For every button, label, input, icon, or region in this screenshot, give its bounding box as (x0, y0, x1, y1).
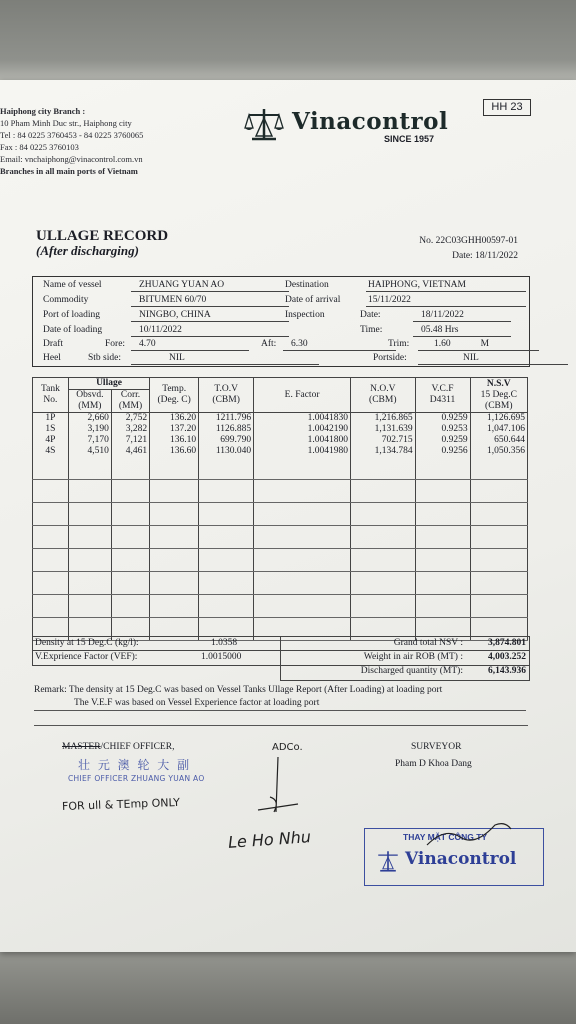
blank-cell (254, 583, 351, 595)
remark-line-2: The V.E.F was based on Vessel Experience factor at loading port (34, 697, 526, 711)
blank-cell (199, 491, 254, 503)
destination: HAIPHONG, VIETNAM (366, 278, 526, 292)
blank-cell (150, 514, 199, 526)
label: Port of loading (43, 310, 100, 320)
info-row-commodity (33, 293, 529, 308)
blank-cell (111, 537, 149, 549)
company-stamp (364, 828, 544, 886)
vessel-info-box (32, 276, 530, 367)
stamp-logo-text: Vinacontrol (405, 849, 517, 869)
blank-cell (111, 560, 149, 572)
blank-cell (68, 480, 111, 492)
blank-row (33, 468, 528, 480)
label: Destination (285, 280, 329, 290)
officer-title-rest: /CHIEF OFFICER, (100, 742, 175, 752)
blank-cell (470, 560, 527, 572)
blank-cell (470, 514, 527, 526)
blank-cell (470, 480, 527, 492)
grand-nsv-label: Grand total NSV : (393, 638, 463, 648)
blank-cell (199, 514, 254, 526)
blank-cell (199, 457, 254, 468)
blank-cell (470, 537, 527, 549)
weight-value: 4,003.252 (488, 652, 526, 662)
blank-cell (415, 549, 470, 561)
blank-cell (254, 503, 351, 515)
blank-cell (415, 618, 470, 630)
blank-row (33, 595, 528, 607)
cell-temp: 136.10 (150, 435, 199, 446)
blank-cell (150, 618, 199, 630)
label: Date of loading (43, 325, 103, 335)
blank-cell (68, 618, 111, 630)
blank-cell (68, 549, 111, 561)
blank-cell (68, 606, 111, 618)
officer-title (62, 742, 174, 752)
cell-ef: 1.0042190 (254, 424, 351, 435)
blank-cell (33, 468, 69, 480)
ullage-table (32, 377, 528, 641)
label: Date of arrival (285, 295, 341, 305)
divider (34, 725, 528, 726)
trim-value (418, 337, 539, 351)
blank-cell (254, 618, 351, 630)
blank-cell (111, 491, 149, 503)
blank-cell (150, 572, 199, 584)
blank-cell (150, 595, 199, 607)
blank-cell (254, 572, 351, 584)
blank-cell (68, 503, 111, 515)
blank-cell (254, 526, 351, 538)
blank-cell (415, 468, 470, 480)
cell-obsvd: 7,170 (68, 435, 111, 446)
cell-tank: 4S (33, 446, 69, 457)
blank-cell (415, 595, 470, 607)
density-value: 1.0358 (211, 638, 238, 648)
blank-cell (111, 583, 149, 595)
document-title: ULLAGE RECORD (36, 228, 169, 244)
divider (33, 650, 281, 651)
blank-cell (199, 503, 254, 515)
blank-cell (199, 606, 254, 618)
col-header-vcf: V.C.F D4311 (415, 378, 470, 413)
blank-row (33, 491, 528, 503)
inspection-date: 18/11/2022 (413, 308, 511, 322)
blank-cell (68, 583, 111, 595)
col-header-tank: Tank No. (33, 378, 69, 413)
document-date: Date: 18/11/2022 (452, 251, 518, 261)
col-header-nsv: N.S.V 15 Deg.C (CBM) (470, 378, 527, 413)
blank-cell (68, 491, 111, 503)
branch-fax: Fax : 84 0225 3760103 (0, 142, 79, 152)
label: Stb side: (88, 353, 121, 363)
blank-cell (33, 457, 69, 468)
summary-right (280, 636, 530, 681)
cell-corr: 3,282 (111, 424, 149, 435)
blank-row (33, 457, 528, 468)
col-header-obsvd: Obsvd. (MM) (68, 390, 111, 413)
blank-cell (470, 618, 527, 630)
blank-row (33, 560, 528, 572)
draft-fore: 4.70 (131, 337, 249, 351)
cell-nov: 1,216.865 (351, 413, 416, 425)
col-header-ullage: Ullage (68, 378, 149, 390)
document-subtitle: (After discharging) (36, 243, 139, 258)
cell-vcf: 0.9256 (415, 446, 470, 457)
draft-aft: 6.30 (283, 337, 396, 351)
cell-ef: 1.0041800 (254, 435, 351, 446)
commodity: BITUMEN 60/70 (131, 293, 289, 307)
blank-cell (33, 503, 69, 515)
blank-cell (150, 480, 199, 492)
blank-cell (150, 457, 199, 468)
blank-cell (470, 468, 527, 480)
cell-nov: 702.715 (351, 435, 416, 446)
branch-address: 10 Pham Minh Duc str., Haiphong city (0, 118, 132, 128)
blank-cell (351, 572, 416, 584)
blank-cell (150, 503, 199, 515)
blank-cell (199, 595, 254, 607)
info-row-loading-port (33, 308, 529, 323)
branch-address-block (0, 105, 143, 177)
label: Portside: (373, 353, 407, 363)
cell-corr: 2,752 (111, 413, 149, 425)
blank-cell (199, 549, 254, 561)
blank-cell (470, 595, 527, 607)
blank-cell (351, 549, 416, 561)
label: Name of vessel (43, 280, 102, 290)
stamp-top-text: THAY MẶT CÔNG TY (403, 832, 488, 842)
blank-row (33, 572, 528, 584)
info-row-loading-date (33, 323, 529, 338)
ullage-table-body (33, 413, 528, 641)
blank-row (33, 514, 528, 526)
trim-unit: M (480, 339, 490, 349)
table-row (33, 446, 528, 457)
blank-cell (68, 537, 111, 549)
cell-tank: 1S (33, 424, 69, 435)
col-header-corr: Corr. (MM) (111, 390, 149, 413)
branch-email: Email: vnchaiphong@vinacontrol.com.vn (0, 154, 143, 164)
blank-cell (470, 503, 527, 515)
cell-tov: 699.790 (199, 435, 254, 446)
col-header-nov: N.O.V (CBM) (351, 378, 416, 413)
blank-cell (111, 514, 149, 526)
blank-cell (68, 526, 111, 538)
cell-nov: 1,131.639 (351, 424, 416, 435)
blank-cell (351, 595, 416, 607)
blank-cell (351, 560, 416, 572)
logo-text: Vinacontrol (292, 108, 449, 135)
officer-struck-title: MASTER (62, 742, 101, 752)
cell-vcf: 0.9259 (415, 413, 470, 425)
blank-cell (415, 606, 470, 618)
blank-cell (351, 618, 416, 630)
discharged-value: 6,143.936 (488, 666, 526, 676)
heel-stbside: NIL (131, 351, 319, 365)
cell-temp: 136.60 (150, 446, 199, 457)
vinacontrol-logo (244, 106, 454, 146)
loading-port: NINGBO, CHINA (131, 308, 289, 322)
blank-cell (415, 457, 470, 468)
blank-cell (470, 491, 527, 503)
blank-cell (111, 606, 149, 618)
scales-icon (244, 106, 284, 142)
table-row (33, 413, 528, 425)
branch-title: Haiphong city Branch : (0, 106, 86, 116)
label: Commodity (43, 295, 89, 305)
handwritten-note: FOR ull & TEmp ONLY (61, 795, 181, 814)
blank-cell (415, 491, 470, 503)
officer-stamp: CHIEF OFFICER ZHUANG YUAN AO (68, 774, 205, 783)
cell-vcf: 0.9253 (415, 424, 470, 435)
document-number: No. 22C03GHH00597-01 (419, 236, 518, 246)
blank-cell (470, 606, 527, 618)
blank-cell (470, 526, 527, 538)
blank-cell (470, 572, 527, 584)
cell-vcf: 0.9259 (415, 435, 470, 446)
blank-cell (111, 595, 149, 607)
blank-cell (199, 560, 254, 572)
blank-row (33, 606, 528, 618)
blank-cell (150, 491, 199, 503)
label: Inspection (285, 310, 325, 320)
col-header-temp: Temp. (Deg. C) (150, 378, 199, 413)
col-header-efactor: E. Factor (254, 378, 351, 413)
blank-cell (470, 549, 527, 561)
adco-note: ADCo. (272, 742, 303, 753)
stamp-signature-icon (425, 819, 515, 853)
label: Date: (360, 310, 381, 320)
blank-cell (351, 526, 416, 538)
stamp-scales-icon (375, 849, 401, 873)
cell-nov: 1,134.784 (351, 446, 416, 457)
cell-nsv: 650.644 (470, 435, 527, 446)
blank-cell (33, 606, 69, 618)
blank-cell (111, 480, 149, 492)
summary-left (32, 636, 281, 666)
blank-cell (415, 583, 470, 595)
blank-cell (199, 583, 254, 595)
blank-cell (33, 514, 69, 526)
blank-cell (351, 468, 416, 480)
blank-cell (199, 468, 254, 480)
label: Aft: (261, 339, 277, 349)
blank-cell (111, 457, 149, 468)
cell-temp: 136.20 (150, 413, 199, 425)
cell-temp: 137.20 (150, 424, 199, 435)
blank-cell (111, 618, 149, 630)
blank-cell (351, 491, 416, 503)
blank-cell (199, 618, 254, 630)
blank-cell (33, 491, 69, 503)
branch-tel: Tel : 84 0225 3760453 - 84 0225 3760065 (0, 130, 144, 140)
blank-cell (33, 572, 69, 584)
cell-obsvd: 2,660 (68, 413, 111, 425)
label: Draft (43, 339, 64, 349)
blank-cell (199, 526, 254, 538)
blank-cell (68, 468, 111, 480)
blank-cell (415, 480, 470, 492)
blank-cell (150, 606, 199, 618)
blank-cell (33, 583, 69, 595)
label: Fore: (105, 339, 126, 349)
blank-row (33, 549, 528, 561)
info-row-draft (33, 337, 529, 352)
blank-cell (470, 583, 527, 595)
cell-obsvd: 4,510 (68, 446, 111, 457)
trim: 1.60 (434, 339, 451, 349)
blank-cell (33, 618, 69, 630)
blank-cell (470, 457, 527, 468)
blank-cell (68, 514, 111, 526)
remarks (34, 684, 526, 711)
blank-cell (415, 537, 470, 549)
officer-signature: Le Ho Nhu (227, 827, 312, 852)
blank-row (33, 583, 528, 595)
blank-cell (415, 526, 470, 538)
blank-cell (111, 549, 149, 561)
blank-cell (415, 514, 470, 526)
cell-nsv: 1,050.356 (470, 446, 527, 457)
vef-value: 1.0015000 (201, 652, 242, 662)
blank-cell (111, 503, 149, 515)
blank-cell (351, 583, 416, 595)
blank-cell (150, 537, 199, 549)
cell-tov: 1126.885 (199, 424, 254, 435)
document-number-date (419, 234, 518, 264)
cell-obsvd: 3,190 (68, 424, 111, 435)
blank-cell (150, 583, 199, 595)
blank-cell (33, 537, 69, 549)
col-header-tov: T.O.V (CBM) (199, 378, 254, 413)
blank-cell (150, 526, 199, 538)
blank-cell (199, 537, 254, 549)
blank-cell (254, 480, 351, 492)
document-paper (0, 80, 576, 952)
blank-cell (254, 549, 351, 561)
surveyor-title: SURVEYOR (411, 742, 462, 752)
blank-row (33, 480, 528, 492)
summary-box (32, 636, 528, 679)
cell-ef: 1.0041980 (254, 446, 351, 457)
blank-cell (254, 560, 351, 572)
blank-cell (254, 457, 351, 468)
cell-tank: 4P (33, 435, 69, 446)
blank-cell (68, 572, 111, 584)
blank-cell (33, 595, 69, 607)
cell-tov: 1211.796 (199, 413, 254, 425)
blank-cell (150, 468, 199, 480)
blank-row (33, 503, 528, 515)
label: Heel (43, 353, 61, 363)
divider (281, 650, 529, 651)
blank-cell (254, 537, 351, 549)
blank-cell (415, 503, 470, 515)
blank-cell (33, 560, 69, 572)
blank-row (33, 537, 528, 549)
arrival-date: 15/11/2022 (366, 293, 526, 307)
blank-cell (254, 468, 351, 480)
table-row (33, 435, 528, 446)
blank-cell (68, 457, 111, 468)
cell-nsv: 1,126.695 (470, 413, 527, 425)
blank-row (33, 526, 528, 538)
grand-nsv-value: 3,874.801 (488, 638, 526, 648)
blank-cell (150, 549, 199, 561)
density-label: Density at 15 Deg.C (kg/l): (35, 638, 139, 648)
cell-tov: 1130.040 (199, 446, 254, 457)
blank-cell (33, 526, 69, 538)
cell-nsv: 1,047.106 (470, 424, 527, 435)
label: Trim: (388, 339, 410, 349)
blank-cell (33, 549, 69, 561)
heel-portside: NIL (418, 351, 568, 365)
blank-cell (68, 560, 111, 572)
logo-since: SINCE 1957 (384, 134, 435, 144)
cell-corr: 4,461 (111, 446, 149, 457)
blank-cell (351, 480, 416, 492)
info-row-heel (33, 351, 529, 366)
blank-cell (111, 468, 149, 480)
blank-cell (351, 606, 416, 618)
vessel-name: ZHUANG YUAN AO (131, 278, 289, 292)
surveyor-name: Pham D Khoa Dang (395, 759, 472, 769)
blank-cell (199, 572, 254, 584)
blank-cell (33, 480, 69, 492)
blank-cell (254, 491, 351, 503)
blank-cell (68, 595, 111, 607)
blank-cell (254, 595, 351, 607)
form-code: HH 23 (483, 99, 531, 116)
table-row (33, 424, 528, 435)
blank-row (33, 618, 528, 630)
blank-cell (199, 480, 254, 492)
branch-note: Branches in all main ports of Vietnam (0, 166, 138, 176)
cell-tank: 1P (33, 413, 69, 425)
blank-cell (150, 560, 199, 572)
info-row-vessel (33, 278, 529, 293)
blank-cell (254, 606, 351, 618)
blank-cell (254, 514, 351, 526)
header-row-1 (33, 378, 528, 390)
blank-cell (351, 457, 416, 468)
inspection-time: 05.48 Hrs (413, 323, 511, 337)
discharged-label: Discharged quantity (MT): (360, 666, 463, 676)
blank-cell (111, 526, 149, 538)
vef-label: V.Exprience Factor (VEF): (35, 652, 138, 662)
blank-cell (415, 572, 470, 584)
cell-corr: 7,121 (111, 435, 149, 446)
remark-line-1: Remark: The density at 15 Deg.C was based on Vessel Tanks Ullage Report (After Loading) at loading port (34, 685, 443, 695)
blank-cell (351, 503, 416, 515)
cell-ef: 1.0041830 (254, 413, 351, 425)
blank-cell (415, 560, 470, 572)
loading-date: 10/11/2022 (131, 323, 289, 337)
label: Time: (360, 325, 383, 335)
chinese-stamp: 壮 元 澳 轮 大 副 (78, 758, 192, 772)
weight-label: Weight in air ROB (MT) : (363, 652, 463, 662)
blank-cell (351, 514, 416, 526)
blank-cell (111, 572, 149, 584)
blank-cell (351, 537, 416, 549)
